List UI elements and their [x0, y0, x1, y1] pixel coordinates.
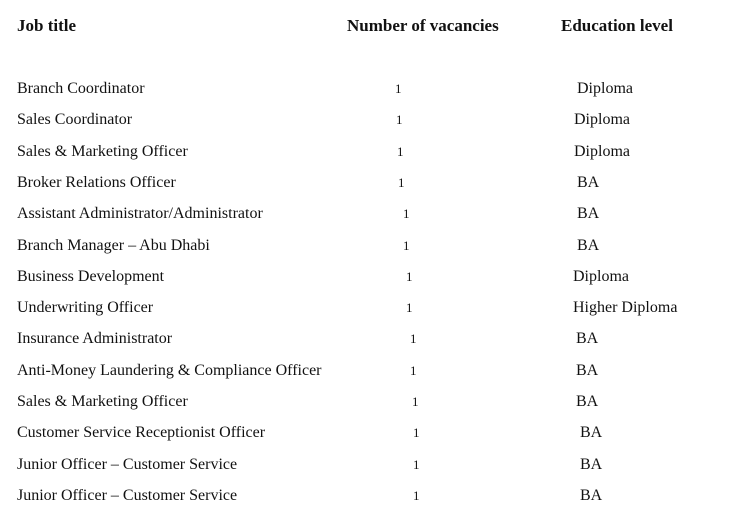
vacancies-cell: 1 [413, 425, 420, 440]
table-row [0, 297, 735, 319]
table-row [0, 360, 735, 382]
vacancies-cell: 1 [406, 269, 413, 284]
education-level-cell: BA [576, 362, 599, 379]
education-level-cell: Diploma [573, 268, 629, 285]
table-row [0, 391, 735, 413]
table-row [0, 203, 735, 225]
education-level-cell: Higher Diploma [573, 299, 678, 316]
education-level-cell: BA [580, 456, 603, 473]
table-row [0, 422, 735, 444]
job-title-cell: Junior Officer – Customer Service [17, 456, 238, 473]
education-level-cell: BA [577, 205, 600, 222]
education-level-cell: BA [580, 424, 603, 441]
vacancies-cell: 1 [410, 363, 417, 378]
vacancies-cell: 1 [396, 112, 403, 127]
job-title-cell: Insurance Administrator [17, 330, 173, 347]
vacancies-cell: 1 [397, 144, 404, 159]
education-level-cell: Diploma [574, 111, 630, 128]
table-row [0, 235, 735, 257]
job-title-cell: Branch Manager – Abu Dhabi [17, 237, 210, 254]
job-title-cell: Broker Relations Officer [17, 174, 176, 191]
table-row [0, 328, 735, 350]
job-title-cell: Assistant Administrator/Administrator [17, 205, 263, 222]
table-row [0, 266, 735, 288]
education-level-cell: BA [580, 487, 603, 504]
job-title-cell: Sales Coordinator [17, 111, 133, 128]
job-title-cell: Branch Coordinator [17, 80, 145, 97]
job-title-cell: Underwriting Officer [17, 299, 154, 316]
job-title-cell: Sales & Marketing Officer [17, 143, 188, 160]
education-level-cell: Diploma [577, 80, 633, 97]
vacancies-cell: 1 [406, 300, 413, 315]
table-row [0, 454, 735, 476]
vacancies-cell: 1 [395, 81, 402, 96]
vacancies-cell: 1 [403, 206, 410, 221]
job-title-cell: Customer Service Receptionist Officer [17, 424, 266, 441]
vacancies-cell: 1 [413, 457, 420, 472]
job-title-cell: Business Development [17, 268, 165, 285]
table-row [0, 172, 735, 194]
table-row [0, 78, 735, 100]
vacancies-cell: 1 [412, 394, 419, 409]
job-title-cell: Junior Officer – Customer Service [17, 487, 238, 504]
vacancies-cell: 1 [410, 331, 417, 346]
table-row [0, 141, 735, 163]
table-row [0, 109, 735, 131]
header-education-level: Education level [561, 16, 673, 35]
job-title-cell: Anti-Money Laundering & Compliance Officer [17, 362, 322, 379]
vacancies-cell: 1 [403, 238, 410, 253]
vacancies-cell: 1 [398, 175, 405, 190]
header-job-title: Job title [17, 16, 77, 35]
education-level-cell: BA [576, 393, 599, 410]
job-title-cell: Sales & Marketing Officer [17, 393, 188, 410]
table-row [0, 485, 735, 507]
education-level-cell: Diploma [574, 143, 630, 160]
header-vacancies: Number of vacancies [347, 16, 499, 35]
vacancies-cell: 1 [413, 488, 420, 503]
education-level-cell: BA [576, 330, 599, 347]
education-level-cell: BA [577, 174, 600, 191]
education-level-cell: BA [577, 237, 600, 254]
